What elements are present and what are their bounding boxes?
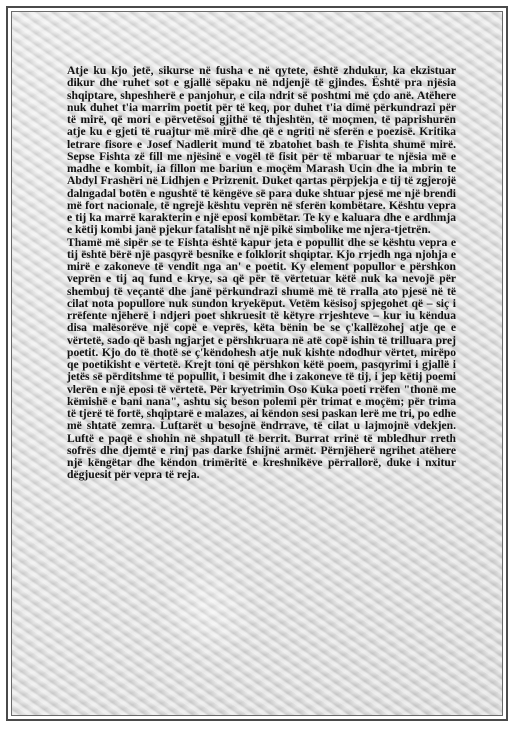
- page-frame: [6, 6, 508, 721]
- paragraph: Thamë më sipër se te Fishta është kapur jeta e popullit dhe se kështu vepra e tij është bërë një pasqyrë besnike e folklorit shqiptar. Kjo rrjedh nga njohja e mirë e zakoneve të vendit nga an' e poetit. Ky element popullor e përshkon veprën e tij aq fund e krye, sa që për të vërtetuar këtë nuk ka nevojë për shembuj të veçantë dhe janë përkundrazi shumë më të rralla ato pjesë në të cilat nota popullore nuk sundon kryekëput. Vetëm kësisoj spjegohet që – siç i rrëfente njëherë i ndjeri poet shkruesit të këtyre rrjeshteve – kur iu këndua disa malësorëve një copë e veprës, këta bënin be se ç'kallëzohej atje qe e vërtetë, sado që bash ngjarjet e përshkruara në atë copë ishin të trilluara prej poetit. Kjo do të thotë se ç'këndohesh atje nuk kishte ndodhur vërtet, mirëpo qe poetikisht e vërtetë. Krejt toni që përshkon këtë poem, pasqyrimi i gjallë i jetës së përditshme të popullit, i besimit dhe i zakoneve të tij, i jep këtij poemi vlerën e një eposi të vërtetë. Për kryetrimin Oso Kuka poeti rrëfen "thonë me këmishë e bani nana", ashtu siç beson polemi për trimat e moçëm; për trima të tjerë të fortë, shqiptarë e malazes, ai këndon sesi paskan lerë me tri, po edhe më shtatë zemra. Luftarët u besojnë ëndrrave, të cilat u lajmojnë vdekjen. Luftë e paqë e shohin në shpatull të berrit. Burrat rrinë të mbledhur rreth sofrës dhe djemtë e rinj pas darke fshijnë armët. Përnjëherë ngrihet atëhere një këngëtar dhe këndon trimëritë e kreshnikëve përrallorë, duke i nxitur dëgjuesit për vepra të reja.: [67, 235, 456, 482]
- document-body: [67, 65, 456, 482]
- paragraph: Atje ku kjo jetë, sikurse në fusha e në qytete, është zhdukur, ka ekzistuar dikur dhe ruhet sot e gjallë sëpaku në ndjenjë të gjindes. Është pra njësia shqiptare, shpeshherë e panjohur, e cila ndrit së poshtmi më çdo anë. Atëhere nuk duhet t'ia marrim poetit për të keq, por duhet t'ia dimë përkundrazi për të mirë, që mori e përvetësoi gjithë të thjeshtën, të moçmen, të paprishurën atje ku e gjeti të ruajtur më mirë dhe që e ngriti në sferën e poezisë. Kritika letrare fisore e Josef Nadlerit mund të zbatohet bash te Fishta shumë mirë. Sepse Fishta zë fill me njësinë e vogël të fisit për të mbaruar te njësia më e madhe e kombit, ia fillon me bariun e moçëm Marash Ucin dhe ia mbrin te Abdyl Frashëri në Lidhjen e Prizrenit. Duket qartas përpjekja e tij të zgjerojë dalngadal botën e ngushtë të këngëve së para duke shtuar pjesë me një brendi më fort nacionale, të ngrejë kështu veprën në sferën kombëtare. Kështu vepra e tij ka marrë karakterin e një eposi kombëtar. Te ky e kaluara dhe e ardhmja e këtij kombi janë pjekur fatalisht në një pikë simbolike me njera-tjetrën.: [67, 64, 456, 237]
- marble-background: [11, 11, 503, 716]
